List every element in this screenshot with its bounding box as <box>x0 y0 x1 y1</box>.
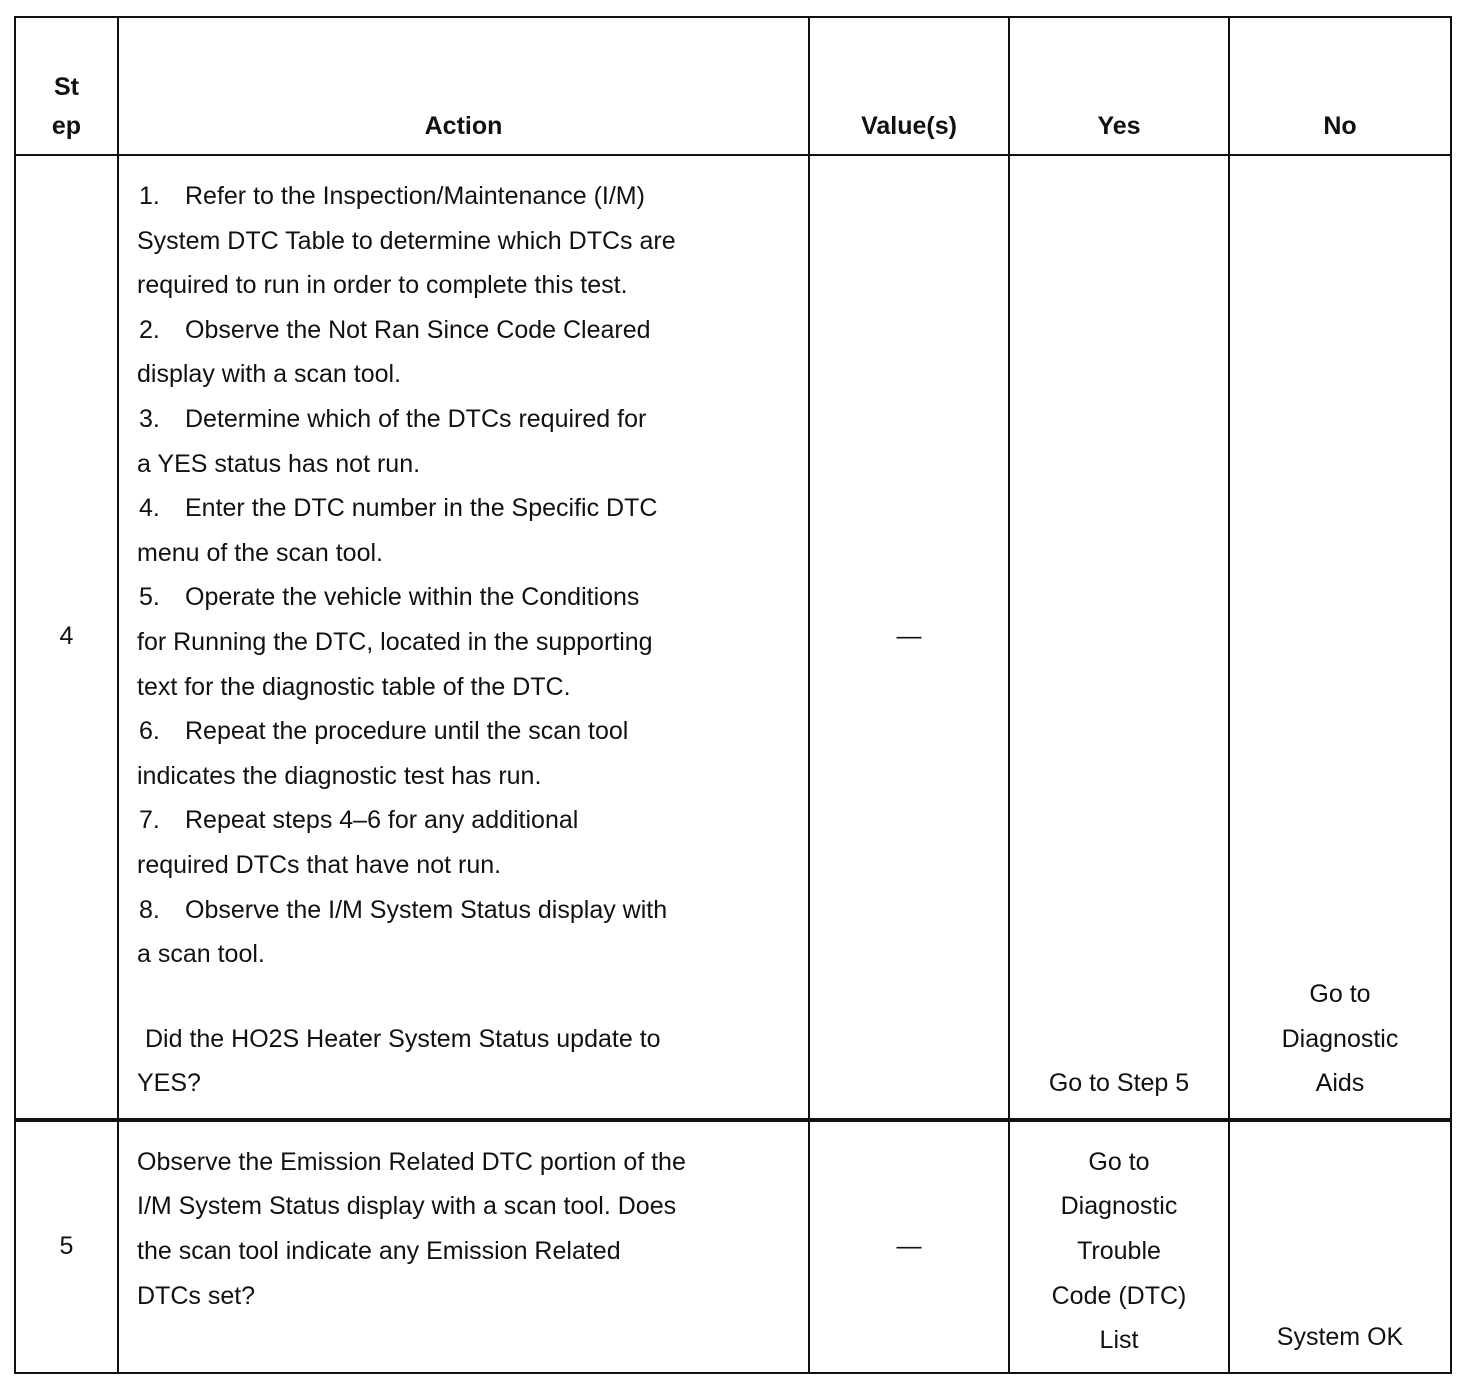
spacer <box>137 977 788 1017</box>
no-result-line: System OK <box>1276 1323 1404 1352</box>
action-step-text: Operate the vehicle within the Conditions <box>185 583 640 612</box>
yes-cell <box>1009 155 1229 1120</box>
action-step-number: 6. <box>139 717 160 746</box>
values-header: Value(s) <box>809 17 1009 155</box>
action-line <box>137 575 788 620</box>
action-step-text: menu of the scan tool. <box>137 538 383 567</box>
action-line: I/M System Status display with a scan tool. Does <box>137 1192 677 1221</box>
action-step-number: 4. <box>139 494 160 523</box>
action-step-number: 7. <box>139 806 160 835</box>
action-line <box>137 486 788 531</box>
table-row-step-4 <box>15 155 1451 1120</box>
header-row <box>15 17 1451 155</box>
question-line: Did the HO2S Heater System Status update to <box>145 1024 661 1053</box>
no-result-line: Diagnostic <box>1281 1024 1399 1053</box>
action-step-number: 8. <box>139 895 160 924</box>
action-step-text: text for the diagnostic table of the DTC. <box>137 672 571 701</box>
no-header: No <box>1229 17 1451 155</box>
action-step-text: Observe the I/M System Status display with <box>185 895 668 924</box>
action-cell <box>118 155 809 1120</box>
no-result-line: Go to <box>1309 980 1371 1009</box>
yes-result-line: Code (DTC) <box>1051 1281 1187 1310</box>
action-step-text: for Running the DTC, located in the supporting <box>137 627 653 656</box>
yes-result-line: Trouble <box>1077 1237 1161 1266</box>
yes-result-line: Go to <box>1088 1147 1150 1176</box>
action-step-number: 1. <box>139 182 160 210</box>
action-step-text: Refer to the Inspection/Maintenance (I/M) <box>185 182 645 210</box>
step-header <box>15 17 118 155</box>
no-cell <box>1229 1120 1451 1373</box>
action-line <box>137 308 788 353</box>
action-line <box>137 531 788 576</box>
action-step-text: Observe the Not Ran Since Code Cleared <box>185 315 651 344</box>
value-cell: — <box>809 1120 1009 1373</box>
action-step-text: display with a scan tool. <box>137 360 402 389</box>
action-line <box>137 754 788 799</box>
action-step-text: indicates the diagnostic test has run. <box>137 761 542 790</box>
action-step-number: 2. <box>139 315 160 344</box>
action-line <box>137 620 788 665</box>
action-line <box>137 709 788 754</box>
action-step-text: Determine which of the DTCs required for <box>185 404 647 433</box>
yes-result-line: Diagnostic <box>1060 1192 1178 1221</box>
yes-result-line: Go to Step 5 <box>1048 1069 1190 1098</box>
action-line <box>137 263 788 308</box>
yes-header: Yes <box>1009 17 1229 155</box>
action-line: DTCs set? <box>137 1281 256 1310</box>
action-cell <box>118 1120 809 1373</box>
action-step-number: 5. <box>139 583 160 612</box>
action-line: Observe the Emission Related DTC portion of the <box>137 1147 686 1176</box>
action-line <box>137 174 788 219</box>
value-cell: — <box>809 155 1009 1120</box>
table-row-step-5 <box>15 1120 1451 1373</box>
action-step-text: Repeat the procedure until the scan tool <box>185 717 629 746</box>
action-line <box>137 397 788 442</box>
step-number: 4 <box>15 155 118 1120</box>
action-header: Action <box>118 17 809 155</box>
yes-cell <box>1009 1120 1229 1373</box>
action-line <box>137 665 788 710</box>
action-line <box>137 888 788 933</box>
diagnostic-table <box>14 16 1452 1374</box>
action-step-text: a YES status has not run. <box>137 449 421 478</box>
action-line <box>137 932 788 977</box>
action-line: the scan tool indicate any Emission Related <box>137 1237 621 1266</box>
no-result-line: Aids <box>1315 1069 1365 1098</box>
action-step-text: System DTC Table to determine which DTCs are <box>137 226 676 255</box>
yes-result-line: List <box>1099 1326 1139 1355</box>
action-step-text: a scan tool. <box>137 940 265 969</box>
question-line: YES? <box>137 1069 201 1098</box>
action-step-text: Enter the DTC number in the Specific DTC <box>185 494 658 523</box>
action-line <box>137 352 788 397</box>
action-line <box>137 798 788 843</box>
action-step-number: 3. <box>139 404 160 433</box>
action-line <box>137 219 788 264</box>
step-header-line2: ep <box>51 112 82 140</box>
action-steps-list <box>137 174 788 977</box>
no-cell <box>1229 155 1451 1120</box>
action-step-text: required to run in order to complete this test. <box>137 271 628 300</box>
step-header-line1: St <box>54 73 79 101</box>
action-step-text: required DTCs that have not run. <box>137 850 502 879</box>
step-number: 5 <box>15 1120 118 1373</box>
action-step-text: Repeat steps 4–6 for any additional <box>185 806 579 835</box>
action-line <box>137 843 788 888</box>
action-line <box>137 442 788 487</box>
